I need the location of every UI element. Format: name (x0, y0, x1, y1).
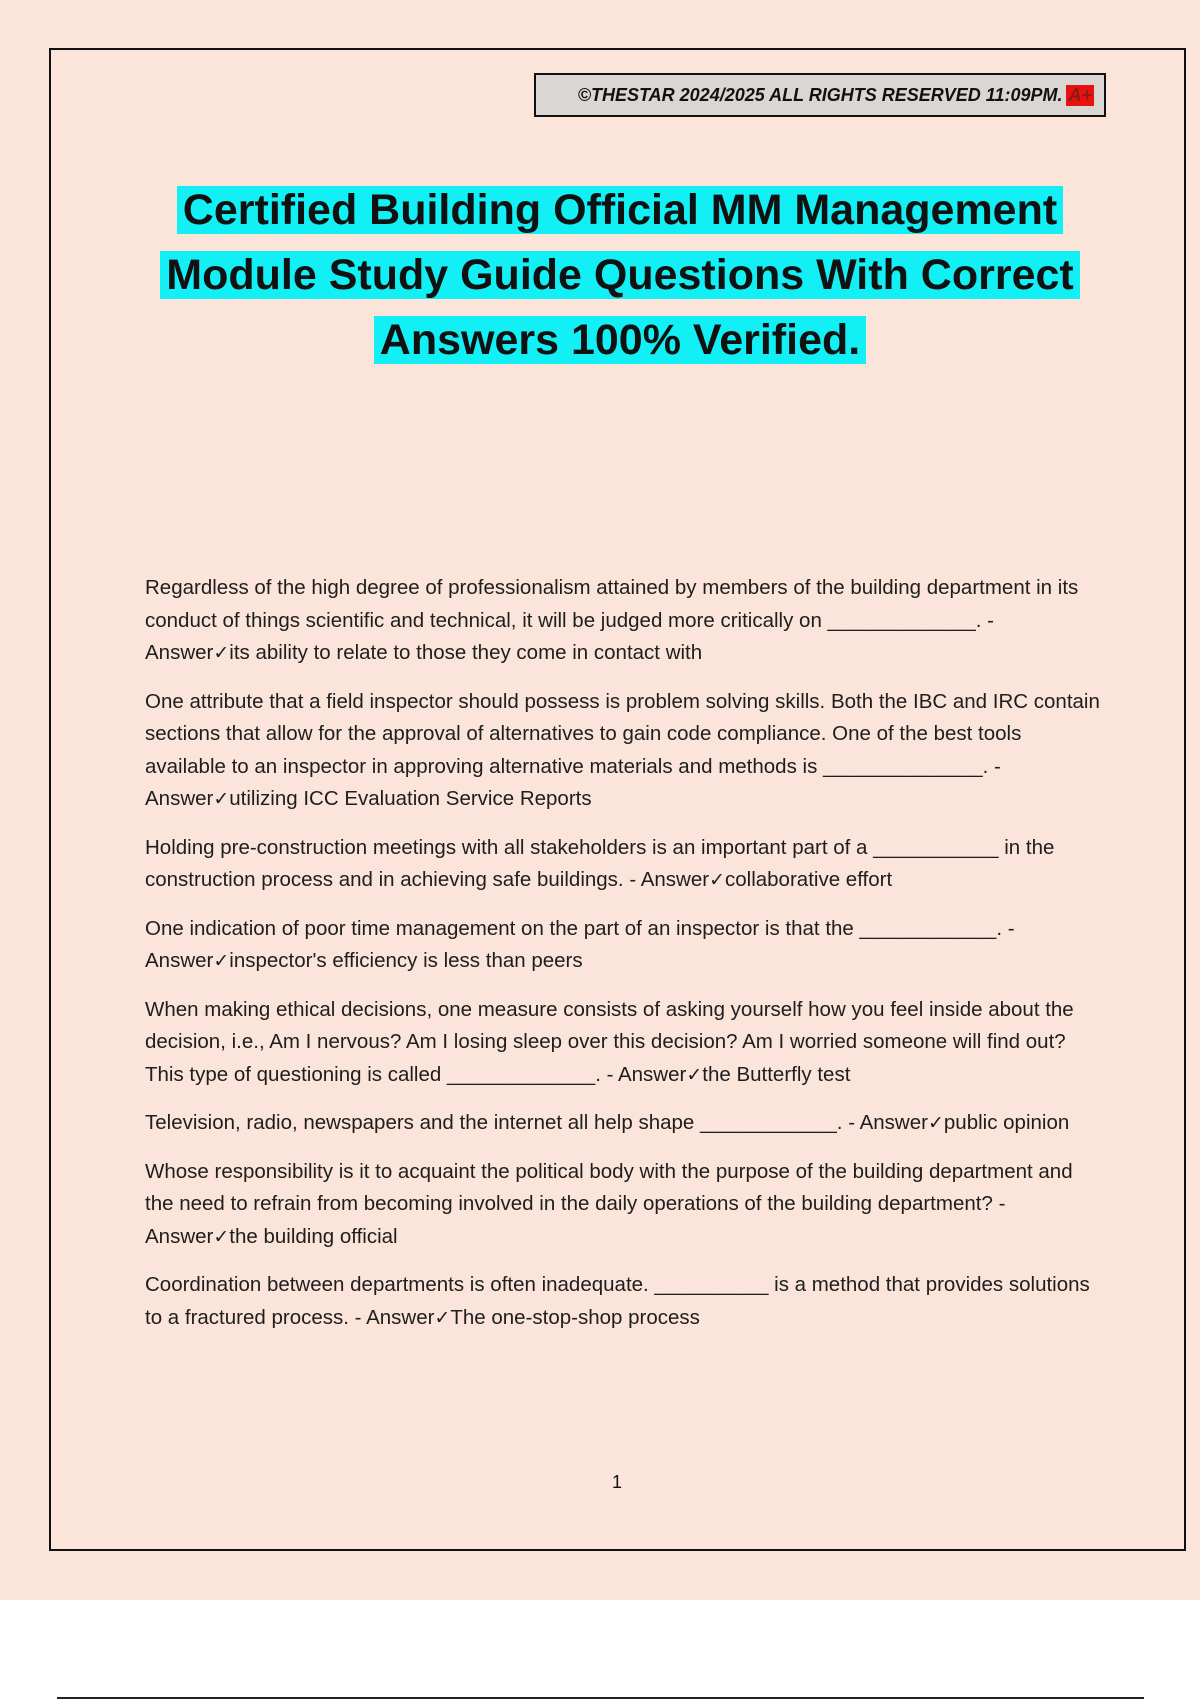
title-line: Answers 100% Verified. (374, 316, 866, 364)
checkmark-icon: ✓ (686, 1063, 703, 1086)
title-line: Module Study Guide Questions With Correct (160, 251, 1079, 299)
page-number: 1 (611, 1472, 622, 1492)
answer-text: its ability to relate to those they come in contact with (229, 641, 703, 664)
answer-text: public opinion (943, 1111, 1070, 1134)
question-list (145, 572, 1100, 1350)
answer-marker: - Answer (145, 916, 1015, 972)
answer-text: inspector's efficiency is less than peers (229, 949, 583, 972)
qa-item (145, 913, 1100, 978)
checkmark-icon: ✓ (927, 1112, 944, 1134)
question-text: Regardless of the high degree of professionalism attained by members of the building department in its conduct of things scientific and technical, it will be judged more critically on _____________. (145, 576, 1079, 632)
qa-item (145, 572, 1100, 670)
grade-badge: A+ (1068, 84, 1092, 105)
answer-text: the Butterfly test (702, 1062, 851, 1086)
answer-marker: - Answer (629, 868, 710, 891)
question-text: Television, radio, newspapers and the internet all help shape ____________. (145, 1111, 843, 1134)
question-text: One indication of poor time management on the part of an inspector is that the ____________. (145, 916, 1003, 940)
checkmark-icon: ✓ (709, 869, 725, 891)
question-text: When making ethical decisions, one measure consists of asking yourself how you feel inside about the decision, i.e., Am I nervous? Am I losing sleep over this decision? Am I worried someone will find out? This type of questioning is called _____________. (145, 997, 1074, 1086)
question-text: Holding pre-construction meetings with all stakeholders is an important part of a ___________ in the construction process and in achieving safe buildings. (145, 835, 1055, 891)
qa-item (145, 832, 1100, 897)
qa-item (145, 686, 1100, 816)
copyright-text: ©THESTAR 2024/2025 ALL RIGHTS RESERVED 11:09PM. (577, 84, 1063, 105)
qa-item (145, 994, 1100, 1092)
divider (57, 1697, 1144, 1699)
qa-item (145, 1269, 1100, 1334)
answer-text: utilizing ICC Evaluation Service Reports (229, 787, 592, 810)
checkmark-icon: ✓ (213, 1225, 230, 1248)
answer-marker: - Answer (145, 1192, 1006, 1248)
answer-text: collaborative effort (725, 868, 893, 891)
question-text: One attribute that a field inspector should possess is problem solving skills. Both the IBC and IRC contain sections that allow for the approval of alternatives to gain code compliance. One of the best tools available to an inspector in approving alternative materials and methods is ______________. (145, 689, 1100, 778)
answer-marker: - Answer (606, 1062, 687, 1086)
answer-text: The one-stop-shop process (450, 1305, 700, 1329)
checkmark-icon: ✓ (434, 1306, 451, 1329)
title-line: Certified Building Official MM Management (177, 186, 1063, 234)
checkmark-icon: ✓ (213, 642, 230, 664)
answer-marker: - Answer (354, 1305, 435, 1329)
answer-text: the building official (229, 1224, 398, 1248)
question-text: Coordination between departments is often inadequate. __________ is a method that provides solutions to a fractured process. (145, 1273, 1090, 1329)
qa-item (145, 1107, 1100, 1140)
checkmark-icon: ✓ (213, 950, 230, 972)
answer-marker: - Answer (145, 608, 994, 664)
checkmark-icon: ✓ (213, 788, 230, 810)
answer-marker: - Answer (145, 754, 1001, 810)
qa-item (145, 1156, 1100, 1254)
copyright-banner (534, 73, 1106, 117)
document-title (120, 178, 1120, 373)
answer-marker: - Answer (848, 1111, 928, 1134)
question-text: Whose responsibility is it to acquaint the political body with the purpose of the building department and the need to refrain from becoming involved in the daily operations of the building department? (145, 1159, 1073, 1215)
